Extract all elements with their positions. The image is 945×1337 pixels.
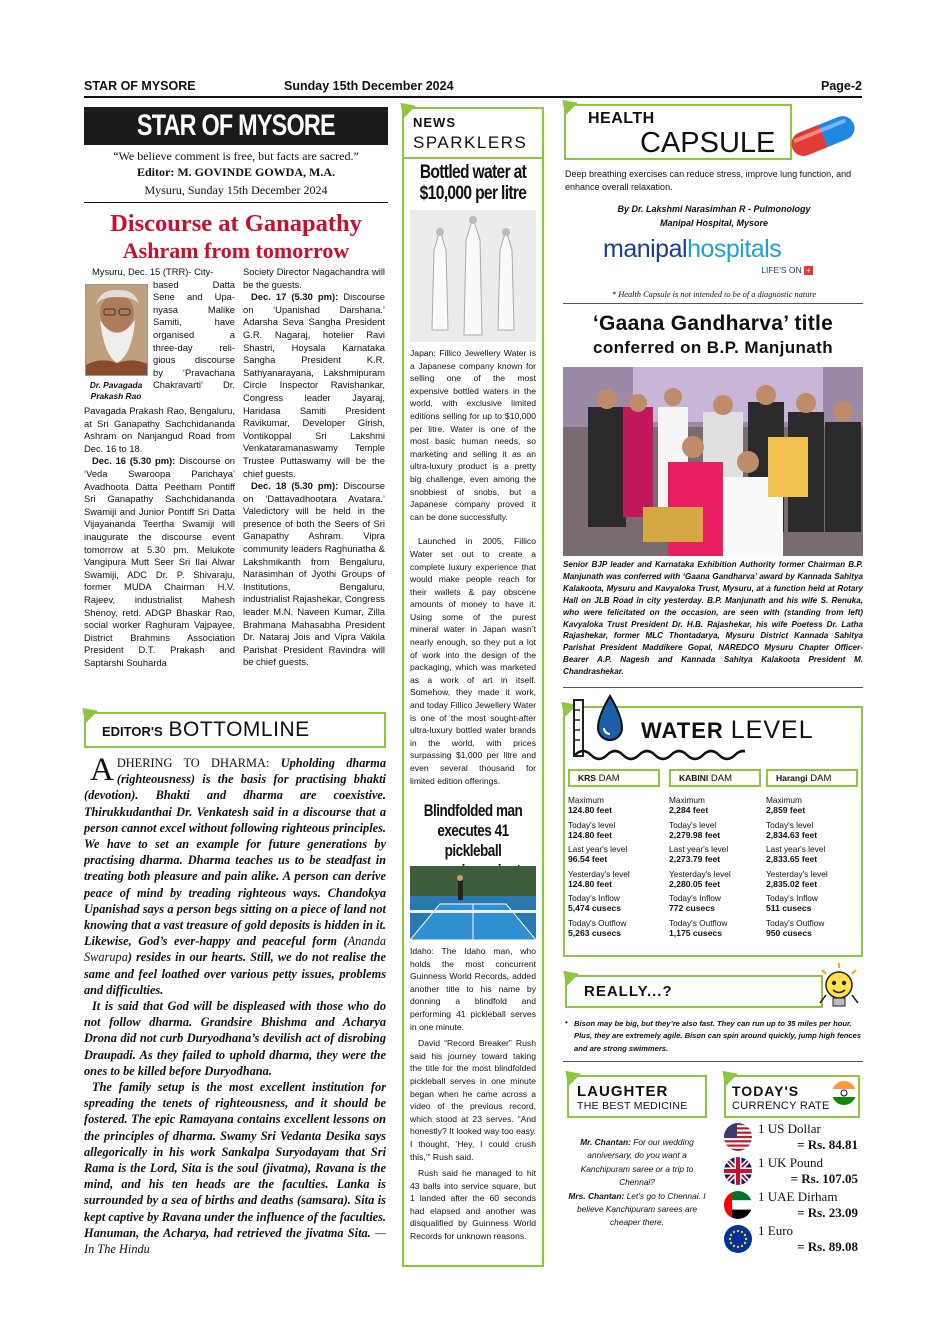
discourse-col1-line: three-day reli- — [153, 341, 235, 353]
dam-column — [669, 769, 763, 942]
dam-stat-label: Last year's level — [766, 844, 826, 854]
gaana-headline: ‘Gaana Gandharva’ title conferred on B.P. Manjunath — [592, 312, 834, 357]
dam-stat-value: 2,280.05 feet — [669, 878, 721, 889]
discourse-col1-line: nyasa Malike — [153, 303, 235, 315]
dam-stat-label: Today's level — [669, 819, 717, 830]
currency-value: = Rs. 84.81 — [797, 1137, 858, 1152]
discourse-photo-caption: Dr. Pavagada Prakash Rao — [89, 380, 143, 401]
discourse-col1-line: Sene and Upa- — [153, 291, 235, 303]
discourse-col1-line: Samiti, have — [153, 316, 235, 328]
dam-stat-label: Maximum — [766, 795, 802, 805]
india-flag-icon — [832, 1081, 856, 1105]
discourse-col1-line: organised a — [153, 328, 235, 340]
really-label: REALLY...? — [584, 983, 673, 1000]
currency-row-eur — [724, 1223, 858, 1255]
header-page: Page-2 — [821, 79, 862, 93]
dam-name: Harangi DAM — [766, 769, 858, 787]
sparkler2-photo — [410, 866, 536, 940]
sparkler1-headline: Bottled water at $10,000 per litre — [419, 162, 527, 204]
dam-stat-value: 124.80 feet — [568, 829, 612, 840]
discourse-col1-body — [84, 405, 235, 669]
dam-stat-label: Yesterday's level — [669, 868, 731, 879]
sparkler1-body — [410, 347, 536, 787]
dam-stat-value: 2,859 feet — [766, 805, 806, 815]
uk-flag-icon — [724, 1157, 752, 1185]
dam-stat-label: Yesterday's level — [766, 868, 828, 879]
bulb-icon — [816, 963, 862, 1013]
discourse-intro: Pavagada Prakash Rao, Bengaluru, at Sri Ganapathy Sachchidananda Ashram on Nanjangud Road from Dec. 16 to 18. — [84, 405, 235, 454]
dam-stat-value: 2,834.63 feet — [766, 829, 818, 840]
dam-stat-label: Today's Inflow — [766, 893, 818, 903]
currency-value: = Rs. 107.05 — [790, 1171, 858, 1186]
dam-stat-value: 5,474 cusecs — [568, 903, 622, 913]
gaana-caption: Senior BJP leader and Karnataka Exhibition Authority former Chairman B.P. Manjunath was conferred with ‘Gaana Gandharva’ award by Kannada Sahitya Kalakoota, Mysuru and Kavyaloka Trust, Mysuru, at a function held at Rotary Hall on JLB Road in city yesterday. B.P. Manjunath and his wife S. Renuka, who were felicitated on the occasion, are seen with (standing from left) Kavyaloka Trust President Dr. H.B. Rajashekar, his wife Poetess Dr. Latha Rajashekar, former MLC Thontadarya, Mysuru District Kannada Sahitya Parishat President Maddikere Gopal, NAREDCO Mysuru Chapter Officer-Bearer A.P. Nagesh and Kannada Sahitya Kalakoota President M. Chandrashekar. — [563, 560, 863, 677]
discourse-col1-line: gious discourse — [153, 354, 235, 366]
laughter-line-2: Mrs. Chantan: Let’s go to Chennai. I believe Kanchipuram sarees are cheaper there. — [568, 1190, 706, 1228]
dam-stat-value: 2,279.98 feet — [669, 829, 721, 840]
dam-stat-label: Last year's level — [669, 844, 729, 854]
bottomline-p3: The family setup is the most excellent institution for spreading the tenets of righteousness, and it should be fostered. The epic Ramayana contains excellent lessons on the principles of dharma. Swamy Sri Vedanta Desika says allegorically in his work Sankalpa Suryodayam that Sri Rama is the Lord, Sita is the soul (jivatma), Ravana is the mind, and his ten heads are the faculties. Lanka is surrounded by a sea of births and deaths (samsara). Sita is kept captive by Ravana under the influence of the faculties. Hanuman, the Acharya, had retrieved the jivatma Sita. —In The Hindu — [84, 1080, 387, 1257]
dam-stat-value: 2,833.65 feet — [766, 854, 818, 864]
gaana-rule — [563, 687, 863, 688]
really-rule — [563, 1061, 863, 1062]
dam-stat-label: Today's Outflow — [669, 917, 728, 928]
dam-stat-label: Today's Outflow — [766, 917, 825, 928]
dam-stat-value: 124.80 feet — [568, 878, 612, 889]
dam-stat-value: 96.54 feet — [568, 854, 608, 864]
bottomline-p1: ADHERING TO DHARMA: Upholding dharma (righteousness) is the basis for practising bhakti (devotion). Bhakti and dharma are coexistive. Thirukkudanthai Dr. Venkatesh said in a discourse that a person cannot excel without following righteous principles. We have to set an example for future generations by practising dharma. Dharma teaches us to be steadfast in treating both pleasure and pain alike. A person can derive peace of mind by treading righteous ways. Chandokya Upanishad says a person begs sitting on a piece of land not knowing that a vast treasure of gold deposits is hidden in it. Likewise, God’s ever-happy and peaceful form (Ananda Swarupa) resides in our hearts. Still, we do not realise the same and feel loathed over various petty issues, problems and difficulties. — [84, 752, 386, 997]
sparkler2-body — [410, 945, 536, 1243]
health-rule — [563, 303, 863, 304]
bottomline-body — [84, 752, 387, 1257]
currency-name: 1 UAE Dirham — [758, 1189, 838, 1204]
masthead-editor: Editor: M. GOVINDE GOWDA, M.A. — [137, 165, 335, 179]
dam-name: KRS DAM — [568, 769, 660, 787]
bottomline-dropcap: A — [90, 752, 114, 788]
dam-stat-label: Last year's level — [568, 844, 628, 854]
dam-name: KABINI DAM — [669, 769, 761, 787]
dam-stat-value: 124.80 feet — [568, 805, 612, 815]
laughter-joke — [567, 1136, 707, 1230]
plus-icon: + — [804, 266, 813, 275]
dam-column — [766, 769, 860, 942]
discourse-dec16: Dec. 16 (5.30 pm): Discourse on ‘Veda Swaroopa Parichaya’ Avadhoota Datta Peetham Pontiff Sri Ganapathy Sachchidananda Swamiji and Junior Pontiff Sri Datta Vijayananda Teertha Swamiji will inaugurate the discourse event tomorrow at 5.30 pm. Melukote Vangipura Mutt Seer Sri Ilai Alwar Swamiji, ADC Dr. P. Shivaraju, former MUDA Chairman H.V. Rajeev, industrialist Mahesh Shenoy, retd. ADGP Bhaskar Rao, social worker Raghuram Vajpayee, District Brahmins Association President D.T. Prakash and Saptarshi Souharda — [84, 455, 235, 668]
sparkler2-p3: Rush said he managed to hit 43 balls into service square, but 1 landed after the 60 seconds had elapsed and another was disqualified by Guinness World Records for unknown reasons. — [410, 1168, 536, 1242]
masthead-logo: STAR OF MYSORE — [84, 107, 388, 145]
water-label: WATER LEVEL — [641, 716, 814, 744]
header-date: Sunday 15th December 2024 — [284, 79, 454, 93]
really-text: Bison may be big, but they’re also fast. They can run up to 35 miles per hour. Plus, they are extremely agile. Bison can spin around quickly, jump high fences and are strong swimmers. — [574, 1019, 862, 1053]
discourse-col2-start: Society Director Nagachandra will be the guests. — [243, 266, 385, 290]
sparkler1-p1: Japan: Fillico Jewellery Water is a Japanese company known for selling one of the most expensive bottled waters in the world, with exclusive limited editions selling for up to $10,000 per litre. Water is one of the most basic human needs, so marketing and selling it as an ultra-luxury product is a pretty big challenge, even among the snobbiest of snobs, but a Japanese company proved it can be done successfully. — [410, 348, 536, 522]
discourse-headline-1: Discourse at Ganapathy — [110, 210, 362, 237]
currency-value: = Rs. 89.08 — [797, 1239, 858, 1254]
dam-column — [568, 769, 662, 942]
sparkler1-photo — [410, 210, 536, 342]
water-wave-icon — [575, 745, 745, 763]
discourse-col1-line: Chakravarti’ Dr. — [153, 379, 235, 391]
bottomline-p2: It is said that God will be displeased with those who do not follow dharma. Grandsire Bhishma and Acharya Drona did not curb Duryodhana’s devilish act of disrobing Draupadi. As they failed to uphold dharma, they were the ones to be killed before Duryodhana. — [84, 999, 386, 1078]
health-note: * Health Capsule is not intended to be of a diagnostic nature — [611, 290, 817, 299]
dam-stat-value: 5,263 cusecs — [568, 927, 622, 938]
discourse-col1-line: by ‘Pravachana — [153, 366, 235, 378]
sparklers-divider — [404, 157, 542, 159]
capsule-icon — [784, 110, 862, 162]
discourse-dec17: Dec. 17 (5.30 pm): Discourse on ‘Upanishad Darshana.’ Adarsha Seva Sangha President G.R. Nagaraj, hotelier Ravi Shastri, Hoysala Karnataka Sangha President K.R. Sathyanarayana, Lakshmipuram Circle Inspector Ravishankar, Congress leader Jayaraj, Haridasa Samiti President Ravikumar, Developer Girish, Vontikoppal Sri Lakshmi Venkataramanaswamy Temple Trustee Puttaswamy will be the chief guests. — [243, 291, 385, 479]
dam-stat-value: 511 cusecs — [766, 903, 812, 913]
dam-stat-value: 950 cusecs — [766, 927, 812, 938]
masthead-motto: “We believe comment is free, but facts are sacred.” — [113, 149, 359, 163]
header-paper: STAR OF MYSORE — [84, 79, 196, 93]
dam-stat-value: 1,175 cusecs — [669, 927, 723, 938]
dam-stat-value: 2,273.79 feet — [669, 854, 721, 864]
header-bar — [84, 78, 862, 98]
currency-row-usd — [724, 1121, 858, 1153]
sparkler2-p2: David “Record Breaker” Rush said his journey toward taking the title for the most blindfolded pickleball serves in one minute began when he came across a video of the previous record, which stood at 23 serves. “And honestly? It looked way too easy. I thought, ‘Hey, I could crush this,’” Rush said. — [410, 1038, 536, 1162]
discourse-dec18: Dec. 18 (5.30 pm): Discourse on ‘Dattavadhootara Avatara.’ Valedictory will be held in the presence of both the Seers of Sri Ganapathy Ashram. Vipra community leaders Raghunatha & Lakshmikanth from Bengaluru, Narasimhan of Jyothi Groups of Institutions, Bengaluru, industrialist Rajashekar, Congress leader M.N. Naveen Kumar, Zilla Brahmana Mahasabha President Dr. Nataraj Jois and Vipra Vakila Parishat President Ravindra will be chief guests. — [243, 480, 385, 668]
sparkler2-headline: Blindfolded man executes 41 pickleball — [423, 802, 523, 860]
eu-flag-icon — [724, 1225, 752, 1253]
dam-stat-label: Yesterday's level — [568, 868, 630, 879]
dam-stat-label: Today's Inflow — [669, 893, 721, 903]
discourse-col2-body — [243, 266, 385, 669]
health-text: Deep breathing exercises can reduce stress, improve lung function, and enhance overall relaxation. — [565, 169, 852, 192]
dam-stat-value: 772 cusecs — [669, 903, 715, 913]
dam-stat-label: Today's level — [766, 819, 814, 830]
sparklers-label: NEWS SPARKLERS — [413, 115, 528, 152]
laughter-label: LAUGHTER THE BEST MEDICINE — [577, 1083, 688, 1112]
discourse-col1-line: based Datta — [153, 278, 235, 290]
uae-flag-icon — [724, 1191, 752, 1219]
currency-value: = Rs. 23.09 — [797, 1205, 858, 1220]
dam-stat-value: 2,284 feet — [669, 805, 709, 815]
health-label: HEALTH CAPSULE — [588, 110, 776, 159]
dam-stat-label: Today's Inflow — [568, 893, 620, 903]
currency-row-aed — [724, 1189, 858, 1221]
us-flag-icon — [724, 1123, 752, 1151]
gaana-photo — [563, 367, 863, 556]
currency-name: 1 UK Pound — [758, 1155, 824, 1170]
currency-name: 1 Euro — [758, 1223, 794, 1238]
discourse-headline-2: Ashram from tomorrow — [122, 238, 350, 263]
dam-stat-label: Maximum — [568, 795, 604, 805]
currency-label: TODAY'S CURRENCY RATE — [732, 1083, 830, 1112]
bottomline-label: EDITOR'S BOTTOMLINE — [102, 718, 310, 741]
laughter-line-1: Mr. Chantan: For our wedding anniversary, do you want a Kanchipuram saree or a trip to Chennai? — [580, 1137, 694, 1188]
dam-stat-label: Maximum — [669, 795, 705, 805]
currency-row-gbp — [724, 1155, 858, 1187]
dam-stat-value: 2,835.02 feet — [766, 878, 818, 889]
sparkler2-p1: Idaho: The Idaho man, who holds the most concurrent Guinness World Records, added another title to his name by donning a blindfold and performing 41 pickleball serves in one minute. — [410, 946, 536, 1032]
dam-stat-label: Today's level — [568, 819, 616, 830]
masthead-dateline: Mysuru, Sunday 15th December 2024 — [144, 183, 328, 197]
dam-stat-label: Today's Outflow — [568, 917, 627, 928]
masthead-rule — [84, 202, 388, 203]
discourse-col1-lines — [92, 266, 235, 392]
manipal-logo: manipalhospitals LIFE'S ON + — [603, 235, 813, 277]
sparkler1-p2: Launched in 2005, Fillico Water set out to create a complete luxury experience that would make people reach for their wallets & pay obscene amounts of money to have it. Using some of the purest mineral water in Japan wasn’t nearly enough, so they put a lot of work into the design of the packaging, which was marketed as a work of art in itself. Somehow, they made it work, and today Fillico Jewellery Water is one of the most sought-after ultra-luxury bottled water brands in the world, with prices surpassing $1,000 per litre and even several thousand for limited edition offerings. — [410, 536, 536, 786]
discourse-col1-top — [92, 266, 235, 392]
discourse-col1-line: Mysuru, Dec. 15 (TRR)- City- — [92, 266, 214, 277]
really-bullet: • — [565, 1018, 568, 1027]
health-by: By Dr. Lakshmi Narasimhan R - Pulmonology Manipal Hospital, Mysore — [617, 204, 811, 228]
currency-name: 1 US Dollar — [758, 1121, 821, 1136]
